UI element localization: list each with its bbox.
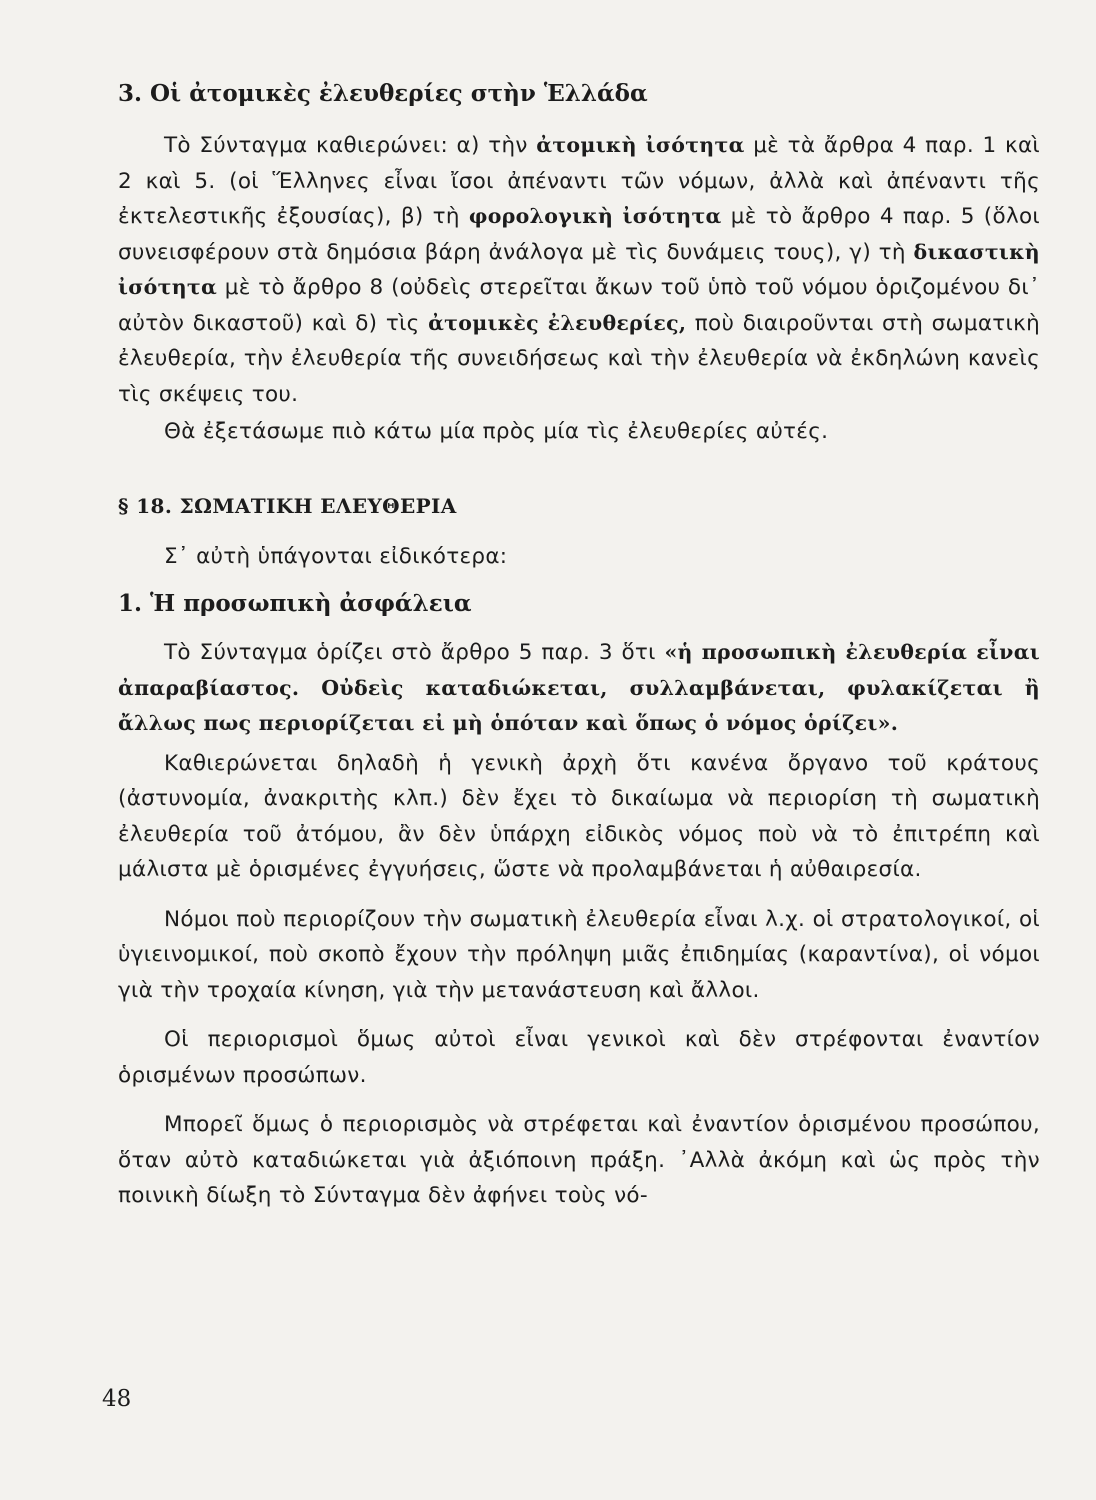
paragraph-constitution-article-5: [118, 635, 1040, 742]
para1-text-4: μὲ τὸ ἄρθρο 8 (οὐδεὶς στερεῖται ἄκων τοῦ ὑπὸ τοῦ νόμου ὁριζομένου δι᾿ αὐτὸν δικαστοῦ) καὶ δ) τὶς: [118, 275, 1040, 336]
para4-text: Τὸ Σύνταγμα ὁρίζει στὸ ἄρθρο 5 παρ. 3 ὅτι: [164, 640, 665, 665]
paragraph-specific-person: Μπορεῖ ὅμως ὁ περιορισμὸς νὰ στρέφεται καὶ ἐναντίον ὁρισμένου προσώπου, ὅταν αὐτὸ καταδιώκεται γιὰ ἀξιόποινη πράξη. ᾿Αλλὰ ἀκόμη καὶ ὡς πρὸς τὴν ποινικὴ δίωξη τὸ Σύνταγμα δὲν ἀφήνει τοὺς νό-: [118, 1112, 1040, 1208]
para1-text-1: Τὸ Σύνταγμα καθιερώνει: α) τὴν: [164, 133, 537, 158]
para1-bold-judicial-equality: δικαστικὴ ἰσότητα: [118, 239, 1040, 299]
para1-bold-individual-freedoms: ἀτομικὲς ἐλευθερίες,: [428, 310, 687, 335]
para1-text-5: ποὺ διαιροῦνται στὴ σωματικὴ ἐλευθερία, τὴν ἐλευθερία τῆς συνειδήσεως καὶ τὴν ἐλευθερία νὰ ἐκδηλώνη κανεὶς τὶς σκέψεις του.: [118, 310, 1041, 407]
paragraph-general-restrictions: Οἱ περιορισμοὶ ὅμως αὐτοὶ εἶναι γενικοὶ καὶ δὲν στρέφονται ἐναντίον ὁρισμένων προσώπων.: [118, 1027, 1040, 1088]
paragraph-restricting-laws: Νόμοι ποὺ περιορίζουν τὴν σωματικὴ ἐλευθερία εἶναι λ.χ. οἱ στρατολογικοί, οἱ ὑγιεινομικοί, ποὺ σκοπὸ ἔχουν τὴν πρόληψη μιᾶς ἐπιδημίας (καραντίνα), οἱ νόμοι γιὰ τὴν τροχαία κίνηση, γιὰ τὴν μετανάστευση καὶ ἄλλοι.: [118, 906, 1040, 1003]
para1-text-2: μὲ τὰ ἄρθρα 4 παρ. 1 καὶ 2 καὶ 5. (οἱ Ἕλληνες εἶναι ἴσοι ἀπέναντι τῶν νόμων, ἀλλὰ καὶ ἀπέναντι τῆς ἐκτελεστικῆς ἐξουσίας), β) τὴ: [118, 133, 1040, 229]
paragraph-subsumed: Σ᾿ αὐτὴ ὑπάγονται εἰδικότερα:: [164, 543, 508, 569]
section-heading-bodily-freedom: § 18. ΣΩΜΑΤΙΚΗ ΕΛΕΥΘΕΡΙΑ: [118, 493, 457, 518]
para1-bold-individual-equality: ἀτομικὴ ἰσότητα: [536, 133, 745, 157]
para4-bold-quote: «ἡ προσωπικὴ ἐλευθερία εἶναι ἀπαραβίαστος. Οὐδεὶς καταδιώκεται, συλλαμβάνεται, φυλακίζεται ἢ ἄλλως πως περιορίζεται εἰ μὴ ὁπόταν καὶ ὅπως ὁ νόμος ὁρίζει».: [118, 640, 1040, 735]
paragraph-general-principle: Καθιερώνεται δηλαδὴ ἡ γενικὴ ἀρχὴ ὅτι κανένα ὄργανο τοῦ κράτους (ἀστυνομία, ἀνακριτὴς κλπ.) δὲν ἔχει τὸ δικαίωμα νὰ περιορίση τὴ σωματικὴ ἐλευθερία τοῦ ἀτόμου, ἂν δὲν ὑπάρχη εἰδικὸς νόμος ποὺ νὰ τὸ ἐπιτρέπη καὶ μάλιστα μὲ ὁρισμένες ἐγγυήσεις, ὥστε νὰ προλαμβάνεται ἡ αὐθαιρεσία.: [118, 750, 1040, 882]
para1-bold-tax-equality: φορολογικὴ ἰσότητα: [468, 204, 722, 228]
paragraph-constitution-equality: [118, 128, 1040, 412]
text-column: [118, 80, 1040, 1214]
subheading-personal-security: 1. Ἡ προσωπικὴ ἀσφάλεια: [118, 590, 472, 617]
paragraph-examine-freedoms: Θὰ ἐξετάσωμε πιὸ κάτω μία πρὸς μία τὶς ἐλευθερίες αὐτές.: [164, 419, 829, 444]
para1-text-3: μὲ τὸ ἄρθρο 4 παρ. 5 (ὅλοι συνεισφέρουν στὰ δημόσια βάρη ἀνάλογα μὲ τὶς δυνάμεις τους), γ) τὴ: [118, 204, 1041, 265]
page-number: 48: [102, 1386, 132, 1412]
subheading-individual-freedoms-greece: 3. Οἱ ἀτομικὲς ἐλευθερίες στὴν Ἑλλάδα: [118, 80, 648, 107]
